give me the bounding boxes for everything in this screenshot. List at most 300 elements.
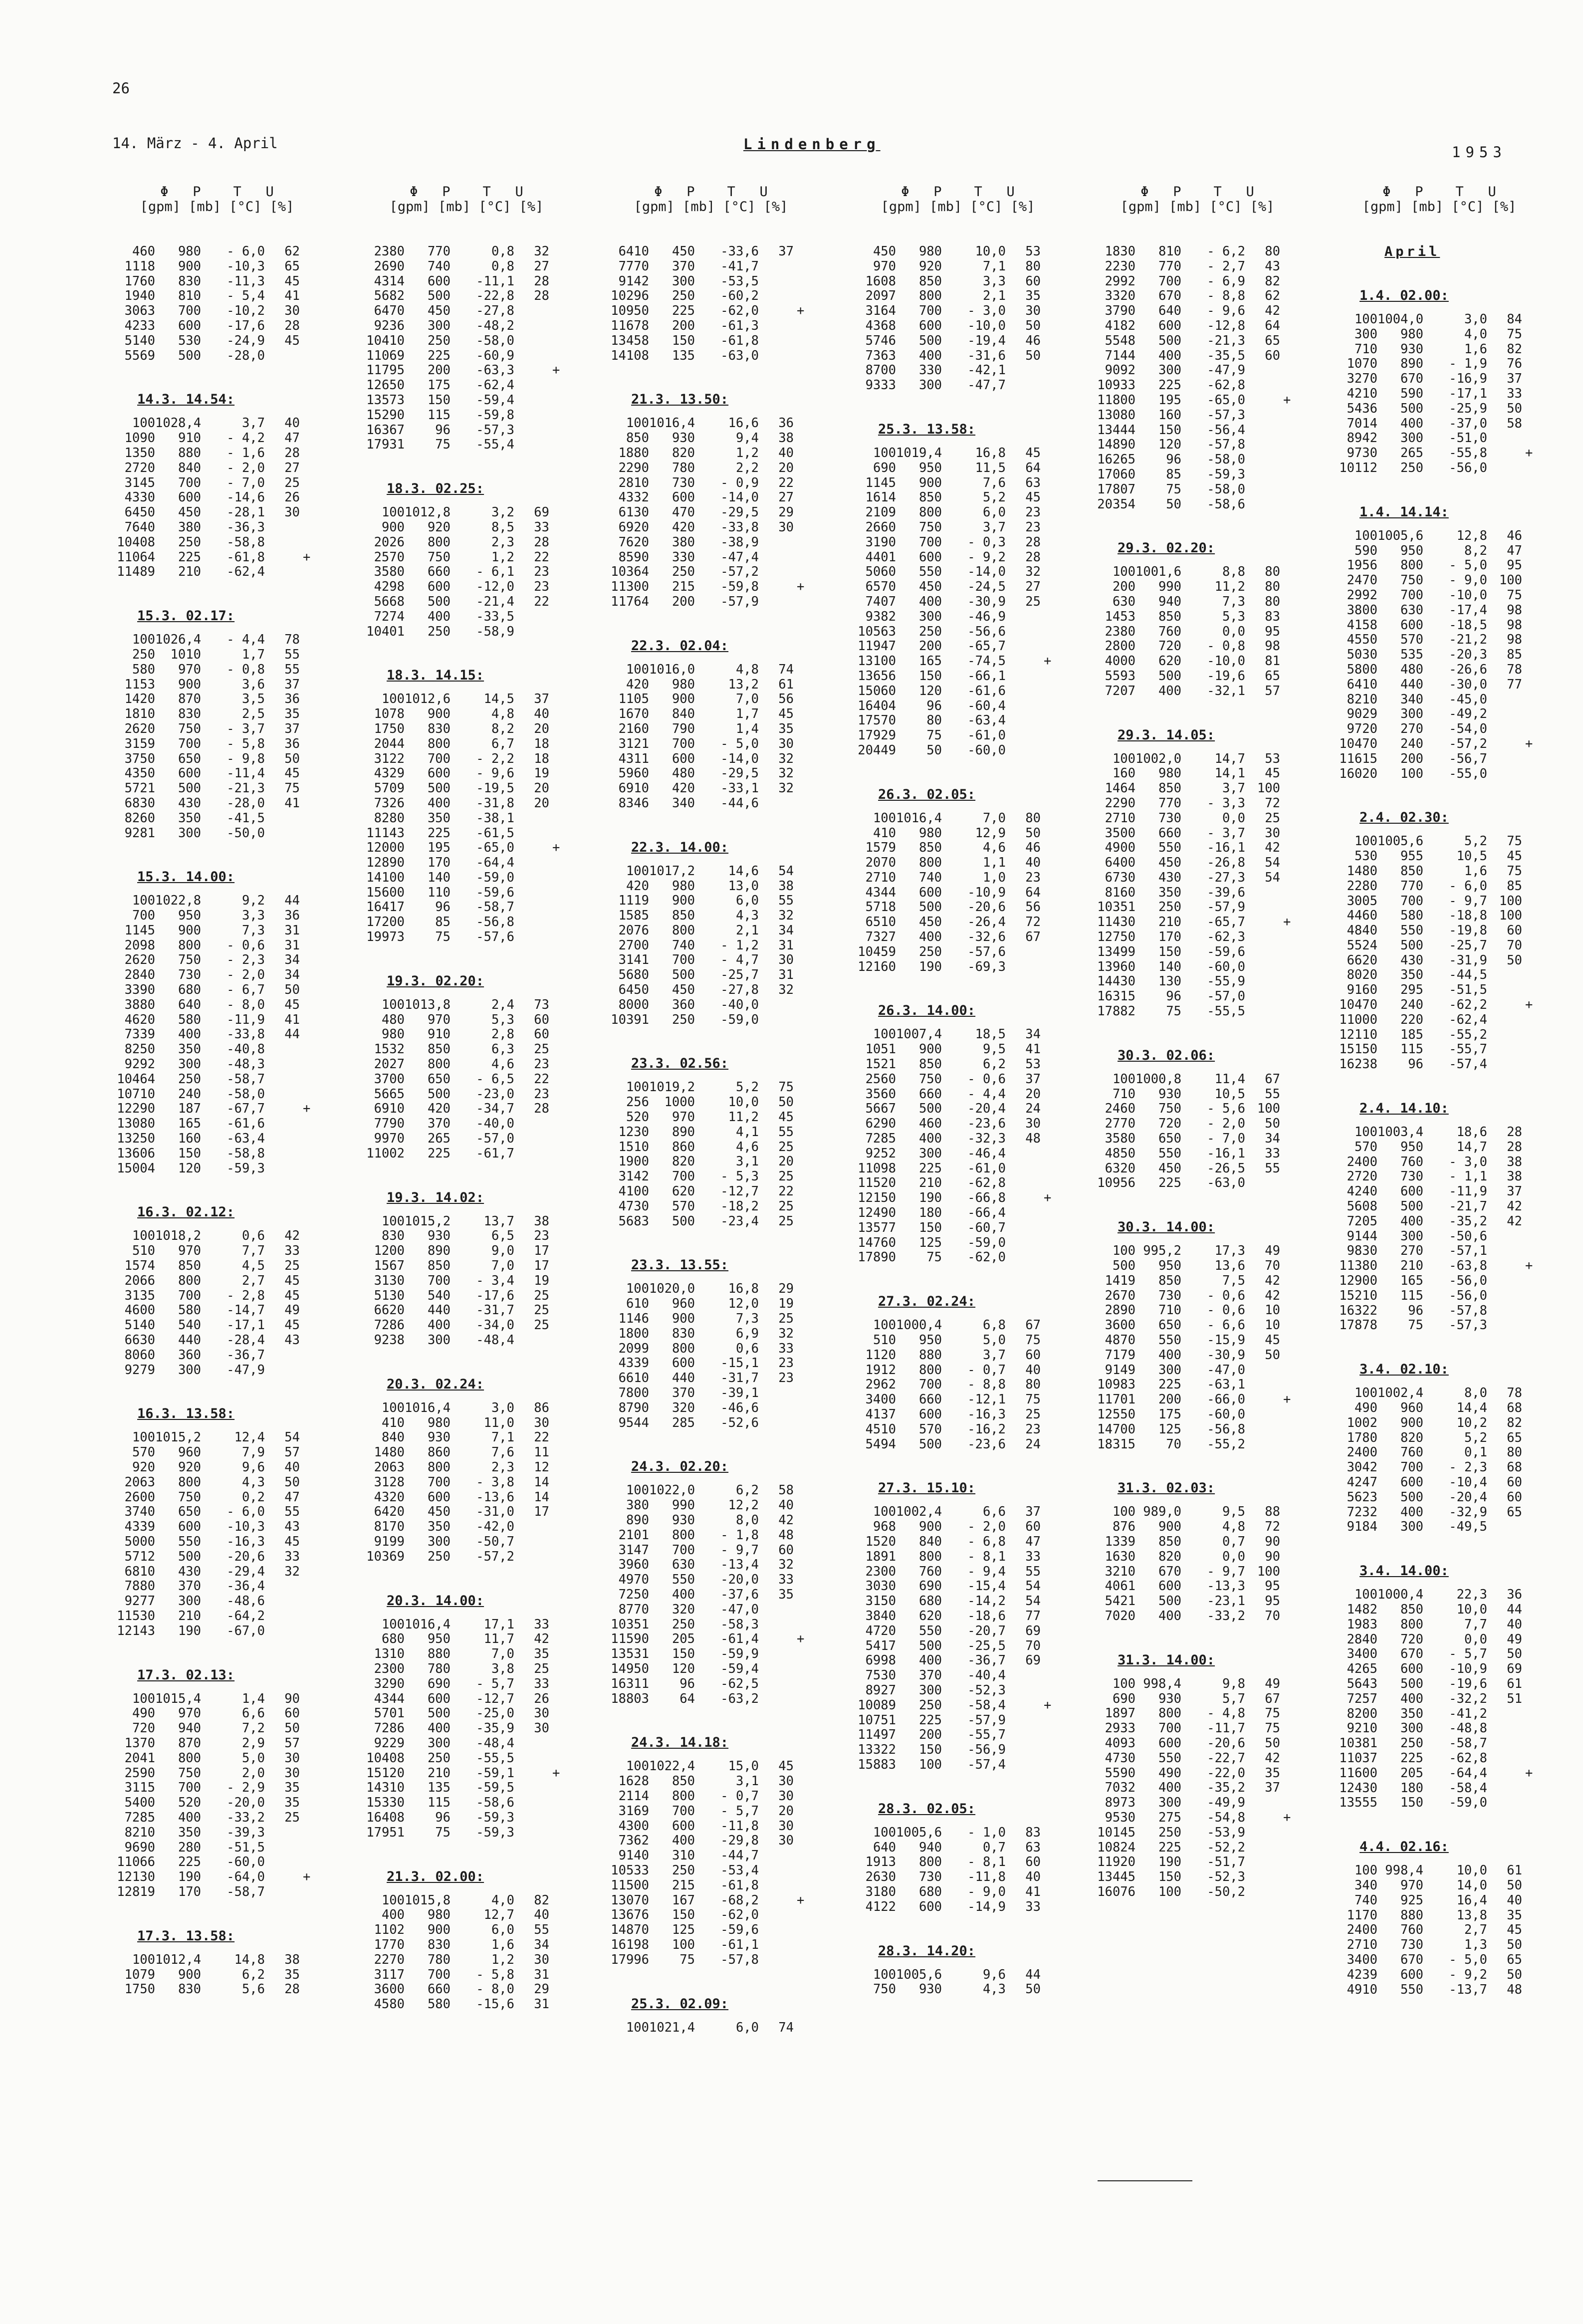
- tropopause-mark: +: [303, 549, 311, 565]
- pressure-value: 630: [672, 1557, 695, 1573]
- pressure-value: 100: [672, 1937, 695, 1952]
- geopotential-value: 5548: [1105, 333, 1135, 348]
- table-row: [848, 535, 1068, 550]
- temperature-value: - 8,1: [967, 1549, 1006, 1564]
- humidity-value: [514, 438, 549, 453]
- geopotential-value: 100: [381, 505, 405, 520]
- humidity-value: 14: [534, 1489, 549, 1505]
- temperature-value: -21,4: [476, 594, 514, 609]
- temperature-value: -21,2: [1449, 632, 1487, 648]
- tropopause-mark: [1280, 334, 1303, 349]
- pressure-value: 280: [178, 1840, 201, 1855]
- tropopause-mark: [794, 1342, 817, 1357]
- temperature-value: -57,0: [476, 1131, 514, 1147]
- humidity-value: 40: [284, 1460, 300, 1475]
- table-row: [848, 289, 1068, 304]
- geopotential-value: 5060: [865, 564, 896, 580]
- pressure-value: 925: [1400, 1892, 1423, 1908]
- geopotential-value: 520: [626, 1110, 649, 1125]
- humidity-value: 72: [1265, 1519, 1280, 1535]
- temperature-value: 4,8: [491, 706, 514, 722]
- tropopause-mark: [1280, 1550, 1303, 1565]
- humidity-value: 38: [778, 431, 794, 446]
- tropopause-mark: [1522, 1520, 1545, 1535]
- tropopause-mark: [794, 1692, 817, 1707]
- humidity-value: 23: [534, 564, 549, 580]
- geopotential-value: 3150: [865, 1594, 896, 1609]
- table-row: [1330, 894, 1549, 909]
- humidity-value: 18: [534, 736, 549, 751]
- pressure-value: 1012,6: [405, 692, 451, 707]
- humidity-value: 80: [1025, 258, 1041, 274]
- humidity-value: 45: [284, 273, 300, 289]
- tropopause-mark: [1041, 476, 1064, 491]
- pressure-value: 225: [1158, 1840, 1181, 1855]
- geopotential-value: 9160: [1347, 982, 1377, 998]
- table-row: [601, 1834, 821, 1849]
- pressure-value: 900: [1400, 1415, 1423, 1430]
- tropopause-mark: [300, 752, 323, 767]
- table-row: [848, 1698, 1068, 1713]
- table-row: [357, 408, 576, 423]
- pressure-value: 200: [427, 363, 451, 378]
- geopotential-value: 100: [873, 1027, 896, 1042]
- geopotential-value: 7880: [124, 1579, 155, 1594]
- humidity-value: 68: [1507, 1400, 1522, 1416]
- humidity-value: [759, 1893, 794, 1908]
- pressure-value: 640: [178, 997, 201, 1012]
- temperature-value: -11,9: [1449, 1184, 1487, 1199]
- pressure-value: 940: [1158, 594, 1181, 609]
- column-6: [1330, 185, 1549, 2026]
- tropopause-mark: [794, 1953, 817, 1968]
- geopotential-value: 3580: [374, 564, 405, 580]
- pressure-value: 650: [1158, 1318, 1181, 1333]
- geopotential-value: 13458: [611, 333, 649, 348]
- humidity-value: 30: [1265, 825, 1280, 841]
- sounding-title: 26.3. 02.05:: [878, 786, 976, 802]
- tropopause-mark: [1522, 1431, 1545, 1446]
- temperature-value: 11,2: [728, 1110, 759, 1125]
- pressure-value: 340: [672, 795, 695, 811]
- table-row: [1088, 1594, 1307, 1609]
- geopotential-value: 100: [381, 1617, 405, 1632]
- temperature-value: - 2,3: [226, 952, 265, 968]
- humidity-value: 22: [534, 1071, 549, 1087]
- tropopause-mark: [1041, 349, 1064, 364]
- tropopause-mark: [1280, 811, 1303, 826]
- humidity-value: 75: [1507, 863, 1522, 879]
- table-row: [357, 1259, 576, 1274]
- pressure-value: 740: [918, 870, 942, 885]
- tropopause-mark: [794, 968, 817, 983]
- humidity-value: 25: [778, 1311, 794, 1327]
- pressure-value: 135: [672, 348, 695, 363]
- table-row: [357, 1826, 576, 1841]
- temperature-value: -62,8: [1207, 378, 1245, 393]
- pressure-value: 930: [427, 1430, 451, 1445]
- temperature-value: -11,7: [1207, 1721, 1245, 1736]
- tropopause-mark: [1041, 1363, 1064, 1378]
- pressure-value: 430: [1400, 952, 1423, 968]
- table-row: [107, 289, 327, 304]
- humidity-value: 47: [284, 431, 300, 446]
- geopotential-value: 380: [626, 1498, 649, 1513]
- humidity-value: [265, 811, 300, 826]
- table-row: [1088, 796, 1307, 811]
- geopotential-value: 13531: [611, 1646, 649, 1662]
- tropopause-mark: [1041, 1579, 1064, 1594]
- tropopause-mark: [794, 1013, 817, 1028]
- temperature-value: - 9,6: [476, 766, 514, 781]
- tropopause-mark: [549, 1416, 572, 1431]
- humidity-value: [265, 1147, 300, 1162]
- pressure-value: 970: [672, 1110, 695, 1125]
- temperature-value: 1,4: [735, 721, 759, 736]
- tropopause-mark: [1280, 1766, 1303, 1781]
- pressure-value: 920: [427, 519, 451, 535]
- tropopause-mark: [794, 879, 817, 894]
- pressure-value: 600: [672, 751, 695, 766]
- table-row: [601, 737, 821, 752]
- table-row: [601, 796, 821, 811]
- tropopause-mark: [300, 1550, 323, 1565]
- geopotential-value: 8210: [124, 1825, 155, 1840]
- tropopause-mark: [1041, 1393, 1064, 1407]
- tropopause-mark: [1041, 378, 1064, 393]
- geopotential-value: 4314: [374, 273, 405, 289]
- pressure-value: 440: [1400, 677, 1423, 692]
- sounding-block: [1330, 1362, 1549, 1535]
- pressure-value: 500: [1400, 401, 1423, 416]
- humidity-value: 80: [1265, 564, 1280, 580]
- sounding-block: [107, 1406, 327, 1638]
- tropopause-mark: [1280, 1259, 1303, 1274]
- temperature-value: -57,4: [1449, 1057, 1487, 1072]
- pressure-value: 630: [1400, 602, 1423, 618]
- tropopause-mark: [1280, 274, 1303, 289]
- pressure-value: 500: [1400, 937, 1423, 953]
- pressure-value: 250: [1400, 460, 1423, 475]
- table-row: [1330, 1505, 1549, 1520]
- pressure-value: 440: [672, 1371, 695, 1386]
- temperature-value: -33,8: [226, 1027, 265, 1042]
- table-row: [1330, 998, 1549, 1013]
- humidity-value: 50: [1507, 1937, 1522, 1953]
- tropopause-mark: [549, 1475, 572, 1490]
- pressure-value: 400: [1400, 1504, 1423, 1520]
- geopotential-value: 690: [1112, 1691, 1135, 1706]
- temperature-value: 7,3: [735, 1311, 759, 1327]
- tropopause-mark: [300, 1721, 323, 1736]
- geopotential-value: 256: [626, 1095, 649, 1110]
- humidity-value: [1245, 438, 1280, 453]
- table-row: [1088, 1378, 1307, 1393]
- tropopause-mark: [549, 319, 572, 334]
- pressure-value: 400: [1400, 1691, 1423, 1706]
- tropopause-mark: [1041, 841, 1064, 856]
- table-row: [1088, 1520, 1307, 1535]
- humidity-value: 45: [284, 1318, 300, 1333]
- temperature-value: -64,2: [226, 1608, 265, 1624]
- humidity-value: 65: [1265, 668, 1280, 684]
- table-row: [1330, 864, 1549, 879]
- table-row: [1330, 767, 1549, 782]
- table-row: [107, 1520, 327, 1535]
- table-row: [848, 1206, 1068, 1221]
- humidity-value: 42: [1507, 1213, 1522, 1229]
- sounding-block: [1330, 1840, 1549, 1997]
- geopotential-value: 5712: [124, 1549, 155, 1564]
- tropopause-mark: [1280, 1609, 1303, 1624]
- humidity-value: 30: [778, 519, 794, 535]
- temperature-value: -62,5: [720, 1676, 759, 1691]
- pressure-value: 950: [427, 1631, 451, 1647]
- table-row: [848, 1221, 1068, 1236]
- temperature-value: 9,5: [982, 1042, 1006, 1057]
- table-row: [357, 811, 576, 826]
- pressure-value: 430: [1158, 870, 1181, 885]
- geopotential-value: 5643: [1347, 1676, 1377, 1691]
- humidity-value: 60: [1025, 1855, 1041, 1870]
- tropopause-mark: [300, 1289, 323, 1304]
- table-row: [1088, 408, 1307, 423]
- geopotential-value: 2710: [1347, 1937, 1377, 1953]
- sounding-block: [601, 1459, 821, 1706]
- table-row: [848, 1535, 1068, 1550]
- pressure-value: 400: [918, 1131, 942, 1147]
- temperature-value: -59,3: [476, 1810, 514, 1825]
- tropopause-mark: [300, 1885, 323, 1900]
- pressure-value: 850: [918, 840, 942, 856]
- tropopause-mark: [794, 1662, 817, 1677]
- geopotential-value: 100: [381, 1400, 405, 1415]
- tropopause-mark: [1041, 625, 1064, 640]
- temperature-value: -14,0: [720, 751, 759, 766]
- temperature-value: 0,2: [241, 1489, 265, 1505]
- pressure-value: 750: [427, 549, 451, 565]
- humidity-value: 46: [1507, 528, 1522, 543]
- table-row: [848, 1609, 1068, 1624]
- tropopause-mark: [1522, 678, 1545, 693]
- geopotential-value: 5030: [1347, 647, 1377, 663]
- temperature-value: 12,7: [483, 1907, 514, 1923]
- tropopause-mark: [1280, 438, 1303, 453]
- pressure-value: 75: [435, 1825, 451, 1840]
- geopotential-value: 7326: [374, 795, 405, 811]
- table-row: [848, 1042, 1068, 1057]
- geopotential-value: 3190: [865, 534, 896, 550]
- geopotential-value: 11000: [1339, 1012, 1377, 1027]
- temperature-value: 8,2: [491, 721, 514, 736]
- humidity-value: 48: [1025, 1131, 1041, 1147]
- geopotential-value: 510: [873, 1333, 896, 1348]
- humidity-value: 100: [1257, 781, 1280, 796]
- tropopause-mark: [1522, 1013, 1545, 1028]
- geopotential-value: 13555: [1339, 1795, 1377, 1811]
- table-row: [107, 811, 327, 826]
- pressure-value: 995,2: [1143, 1243, 1181, 1259]
- table-row: [1330, 1983, 1549, 1998]
- humidity-value: 25: [284, 475, 300, 490]
- temperature-value: -22,7: [1207, 1750, 1245, 1766]
- table-row: [357, 1893, 576, 1908]
- temperature-value: 2,7: [241, 1273, 265, 1288]
- temperature-value: -52,3: [967, 1682, 1006, 1698]
- temperature-value: -36,3: [226, 519, 265, 535]
- geopotential-value: 1897: [1105, 1706, 1135, 1721]
- temperature-value: -64,4: [476, 855, 514, 871]
- pressure-value: 650: [427, 1071, 451, 1087]
- pressure-value: 500: [1400, 1676, 1423, 1691]
- tropopause-mark: [1280, 1318, 1303, 1333]
- temperature-value: -40,0: [476, 1116, 514, 1132]
- table-row: [848, 856, 1068, 871]
- pressure-value: 860: [427, 1445, 451, 1460]
- humidity-value: [265, 1363, 300, 1378]
- geopotential-value: 690: [873, 460, 896, 475]
- humidity-value: 67: [1265, 1071, 1280, 1087]
- humidity-value: 75: [1265, 1706, 1280, 1721]
- geopotential-value: 980: [381, 1027, 405, 1042]
- pressure-value: 320: [672, 1400, 695, 1415]
- temperature-value: -17,1: [226, 1318, 265, 1333]
- pressure-value: 195: [427, 840, 451, 856]
- pressure-value: 300: [918, 609, 942, 624]
- pressure-value: 850: [1400, 863, 1423, 879]
- temperature-value: -49,5: [1449, 1519, 1487, 1535]
- temperature-value: -16,1: [1207, 840, 1245, 856]
- table-row: [601, 1110, 821, 1125]
- table-row: [1088, 989, 1307, 1004]
- tropopause-mark: [549, 796, 572, 811]
- geopotential-value: 3169: [618, 1803, 649, 1819]
- pressure-value: 570: [1400, 632, 1423, 648]
- humidity-value: [514, 1550, 549, 1565]
- table-row: [1330, 387, 1549, 402]
- temperature-value: - 5,8: [476, 1967, 514, 1982]
- tropopause-mark: [1280, 1117, 1303, 1132]
- table-row: [848, 625, 1068, 640]
- temperature-value: -31,9: [1449, 952, 1487, 968]
- humidity-value: [514, 1117, 549, 1132]
- pressure-value: 550: [1158, 1750, 1181, 1766]
- humidity-value: [1487, 1013, 1522, 1028]
- humidity-value: 28: [534, 288, 549, 304]
- tropopause-mark: [1280, 1781, 1303, 1796]
- pressure-value: 850: [1158, 1534, 1181, 1549]
- tropopause-mark: [794, 2021, 817, 2036]
- geopotential-value: 4730: [618, 1198, 649, 1214]
- table-row: [107, 722, 327, 737]
- geopotential-value: 100: [132, 1952, 155, 1967]
- table-row: [107, 1445, 327, 1460]
- tropopause-mark: [794, 678, 817, 693]
- pressure-value: 125: [1158, 1421, 1181, 1437]
- temperature-value: -56,6: [967, 624, 1006, 639]
- temperature-value: -14,2: [967, 1594, 1006, 1609]
- table-row: [848, 1057, 1068, 1072]
- humidity-value: [514, 886, 549, 901]
- geopotential-value: 7363: [865, 348, 896, 363]
- geopotential-value: 5590: [1105, 1765, 1135, 1781]
- geopotential-value: 7407: [865, 594, 896, 609]
- humidity-value: [265, 1072, 300, 1087]
- temperature-value: -27,3: [1207, 870, 1245, 885]
- geopotential-value: 1770: [374, 1937, 405, 1952]
- tropopause-mark: [1280, 1594, 1303, 1609]
- table-row: [1330, 431, 1549, 446]
- pressure-value: 600: [427, 1691, 451, 1706]
- pressure-value: 110: [427, 885, 451, 900]
- geopotential-value: 5718: [865, 900, 896, 915]
- tropopause-mark: +: [797, 1631, 805, 1647]
- tropopause-mark: [1522, 1028, 1545, 1043]
- temperature-value: -41,2: [1449, 1706, 1487, 1721]
- tropopause-mark: [1041, 1378, 1064, 1393]
- geopotential-value: 570: [132, 1445, 155, 1460]
- tropopause-mark: [794, 1214, 817, 1229]
- sounding-title: 31.3. 02.03:: [1118, 1480, 1215, 1496]
- geopotential-value: 4137: [865, 1407, 896, 1422]
- table-row: [1088, 1706, 1307, 1721]
- temperature-value: 4,0: [1464, 326, 1487, 342]
- pressure-value: 850: [918, 273, 942, 289]
- geopotential-value: 9029: [1347, 706, 1377, 722]
- pressure-value: 300: [1400, 1228, 1423, 1244]
- pressure-value: 1002,4: [896, 1504, 942, 1520]
- temperature-value: -29,5: [720, 766, 759, 781]
- temperature-value: -60,2: [720, 288, 759, 304]
- pressure-value: 250: [672, 1617, 695, 1632]
- table-row: [107, 968, 327, 983]
- sounding-block: [107, 1205, 327, 1378]
- pressure-value: 790: [672, 721, 695, 736]
- pressure-value: 700: [918, 534, 942, 550]
- humidity-value: [1006, 1683, 1041, 1698]
- pressure-value: 175: [1158, 1407, 1181, 1422]
- geopotential-value: 2630: [865, 1869, 896, 1885]
- geopotential-value: 900: [381, 519, 405, 535]
- temperature-value: 8,5: [491, 519, 514, 535]
- table-row: [1330, 327, 1549, 342]
- page-number: 26: [112, 80, 130, 97]
- tropopause-mark: [1041, 610, 1064, 625]
- humidity-value: [1487, 461, 1522, 476]
- tropopause-mark: [1280, 1072, 1303, 1087]
- pressure-value: 85: [1166, 466, 1181, 482]
- humidity-value: 67: [1025, 1318, 1041, 1333]
- humidity-value: 20: [778, 460, 794, 475]
- table-row: [848, 945, 1068, 960]
- temperature-value: -58,7: [1449, 1736, 1487, 1751]
- tropopause-mark: [794, 244, 817, 259]
- geopotential-value: 100: [1112, 1676, 1135, 1691]
- geopotential-value: 3400: [865, 1392, 896, 1407]
- humidity-value: [1245, 363, 1280, 378]
- table-row: [107, 1490, 327, 1505]
- humidity-value: 75: [1507, 326, 1522, 342]
- pressure-value: 600: [178, 1519, 201, 1535]
- humidity-value: 85: [1507, 647, 1522, 663]
- pressure-value: 600: [672, 490, 695, 505]
- tropopause-mark: [1522, 983, 1545, 998]
- tropopause-mark: [549, 1938, 572, 1953]
- humidity-value: [759, 274, 794, 289]
- tropopause-mark: [1522, 327, 1545, 342]
- temperature-value: 2,8: [491, 1027, 514, 1042]
- pressure-value: 400: [918, 1653, 942, 1668]
